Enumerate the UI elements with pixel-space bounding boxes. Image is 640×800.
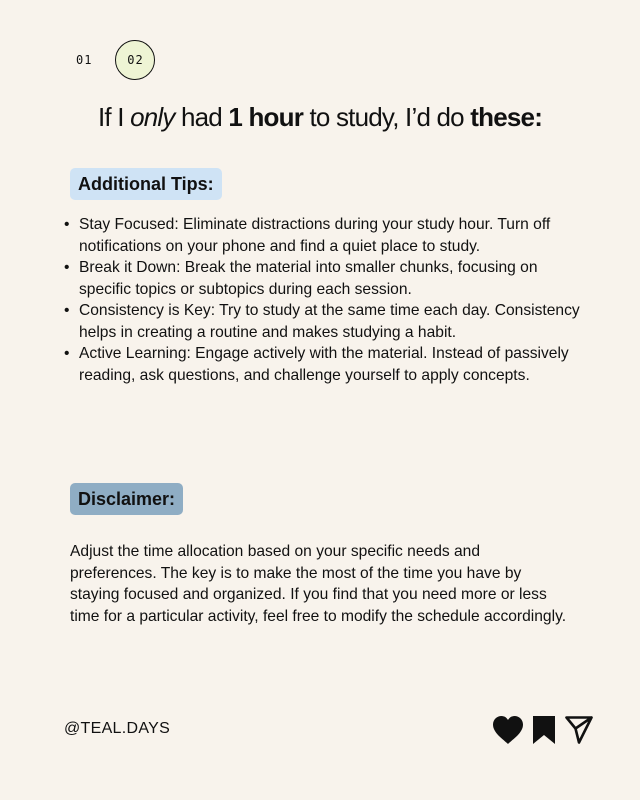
headline-italic: only: [130, 102, 175, 132]
headline-text: If I: [97, 102, 131, 132]
tips-list: [79, 214, 584, 386]
bookmark-icon[interactable]: [532, 715, 556, 745]
account-handle[interactable]: @TEAL.DAYS: [64, 720, 171, 737]
page-number-2-current[interactable]: 02: [115, 40, 155, 80]
list-item: • Break it Down: Break the material into smaller chunks, focusing on specific topics or subtopics during each session.: [79, 257, 584, 300]
list-item: • Stay Focused: Eliminate distractions during your study hour. Turn off notifications on your phone and find a quiet place to study.: [79, 214, 584, 257]
page-indicator: [76, 40, 155, 80]
headline-bold: these:: [470, 102, 543, 132]
send-icon[interactable]: [564, 715, 594, 745]
action-icons: [492, 715, 594, 745]
headline-text: had: [174, 102, 229, 132]
disclaimer-heading: Disclaimer:: [70, 483, 183, 515]
list-item: • Active Learning: Engage actively with the material. Instead of passively reading, ask questions, and challenge yourself to apply concepts.: [79, 343, 584, 386]
heart-icon[interactable]: [492, 715, 524, 745]
tips-heading: Additional Tips:: [70, 168, 222, 200]
disclaimer-text: Adjust the time allocation based on your specific needs and preferences. The key is to make the most of the time you have by staying focused and organized. If you find that you need more or less time for a particular activity, feel free to modify the schedule accordingly.: [70, 543, 567, 625]
headline-text: to study, I’d do: [303, 102, 471, 132]
page-number-1[interactable]: 01: [76, 53, 93, 67]
headline-bold: 1 hour: [228, 102, 304, 132]
list-item: • Consistency is Key: Try to study at the same time each day. Consistency helps in creating a routine and makes studying a habit.: [79, 300, 584, 343]
headline: [0, 102, 640, 133]
